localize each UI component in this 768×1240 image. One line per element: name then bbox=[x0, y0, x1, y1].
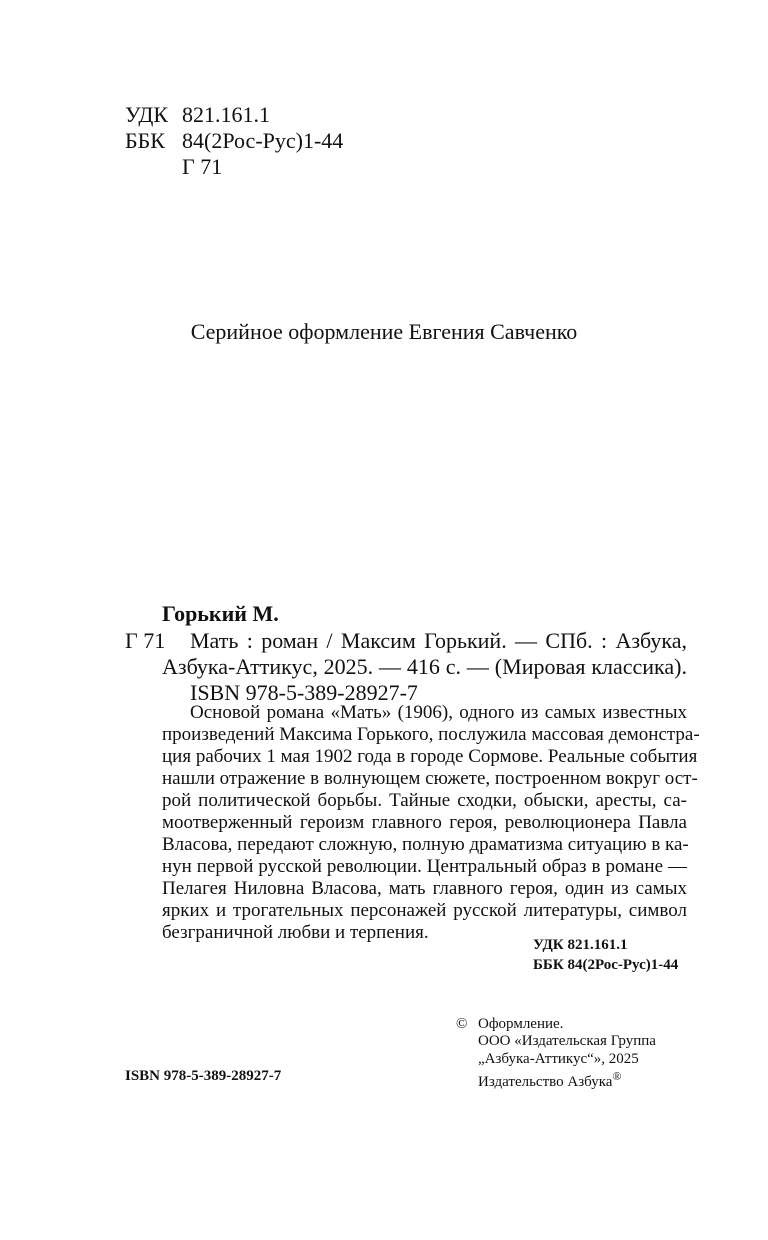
annotation-line: Власова, передают сложную, полную драматизма ситуацию в ка- bbox=[162, 834, 689, 855]
copyright-line: „Азбука-Аттикус“», 2025 bbox=[478, 1051, 639, 1067]
bbk-value: 84(2Рос-Рус)1-44 bbox=[182, 128, 344, 153]
annotation-line: моотверженный героизм главного героя, революционера Павла bbox=[162, 812, 687, 833]
catalog-title-line-1: Мать : роман / Максим Горький. — СПб. : Азбука, bbox=[190, 628, 687, 653]
footer-isbn: ISBN 978-5-389-28927-7 bbox=[125, 1068, 282, 1084]
copyright-line: Оформление. bbox=[478, 1016, 564, 1032]
annotation-line: ярких и трогательных персонажей русской литературы, символ bbox=[162, 900, 687, 921]
catalog-title-line-2: Азбука-Аттикус, 2025. — 416 с. — (Мировая классика). bbox=[162, 654, 687, 679]
annotation-line: Основой романа «Мать» (1906), одного из самых известных bbox=[190, 702, 687, 723]
copyright-line: ООО «Издательская Группа bbox=[478, 1033, 656, 1049]
copyright-symbol: © bbox=[456, 1016, 468, 1032]
series-design-credit: Серийное оформление Евгения Савченко bbox=[190, 319, 578, 344]
annotation-line: безграничной любви и терпения. bbox=[162, 922, 429, 943]
catalog-author: Горький М. bbox=[162, 601, 279, 626]
catalog-annotation bbox=[162, 702, 700, 944]
catalog-udk: УДК 821.161.1 bbox=[533, 937, 628, 953]
annotation-line: нун первой русской революции. Центральный образ в романе — bbox=[162, 856, 687, 877]
registered-mark: ® bbox=[612, 1069, 622, 1083]
bbk-label: ББК bbox=[125, 128, 165, 153]
annotation-line: рой политической борьбы. Тайные сходки, обыски, аресты, са- bbox=[162, 790, 687, 811]
catalog-bbk: ББК 84(2Рос-Рус)1-44 bbox=[533, 957, 679, 973]
annotation-line: ция рабочих 1 мая 1902 года в городе Сормове. Реальные события bbox=[162, 746, 698, 767]
catalog-author-mark: Г 71 bbox=[125, 628, 166, 653]
copyright-publisher bbox=[478, 1066, 622, 1092]
udk-label: УДК bbox=[125, 102, 169, 127]
annotation-line: произведений Максима Горького, послужила массовая демонстра- bbox=[162, 724, 700, 745]
annotation-line: Пелагея Ниловна Власова, мать главного героя, один из самых bbox=[162, 878, 687, 899]
author-mark-header: Г 71 bbox=[182, 154, 223, 179]
copyright-line: Издательство Азбука bbox=[478, 1074, 613, 1090]
annotation-line: нашли отражение в волнующем сюжете, построенном вокруг ост- bbox=[162, 768, 698, 789]
catalog-isbn: ISBN 978-5-389-28927-7 bbox=[190, 680, 418, 705]
udk-value: 821.161.1 bbox=[182, 102, 270, 127]
